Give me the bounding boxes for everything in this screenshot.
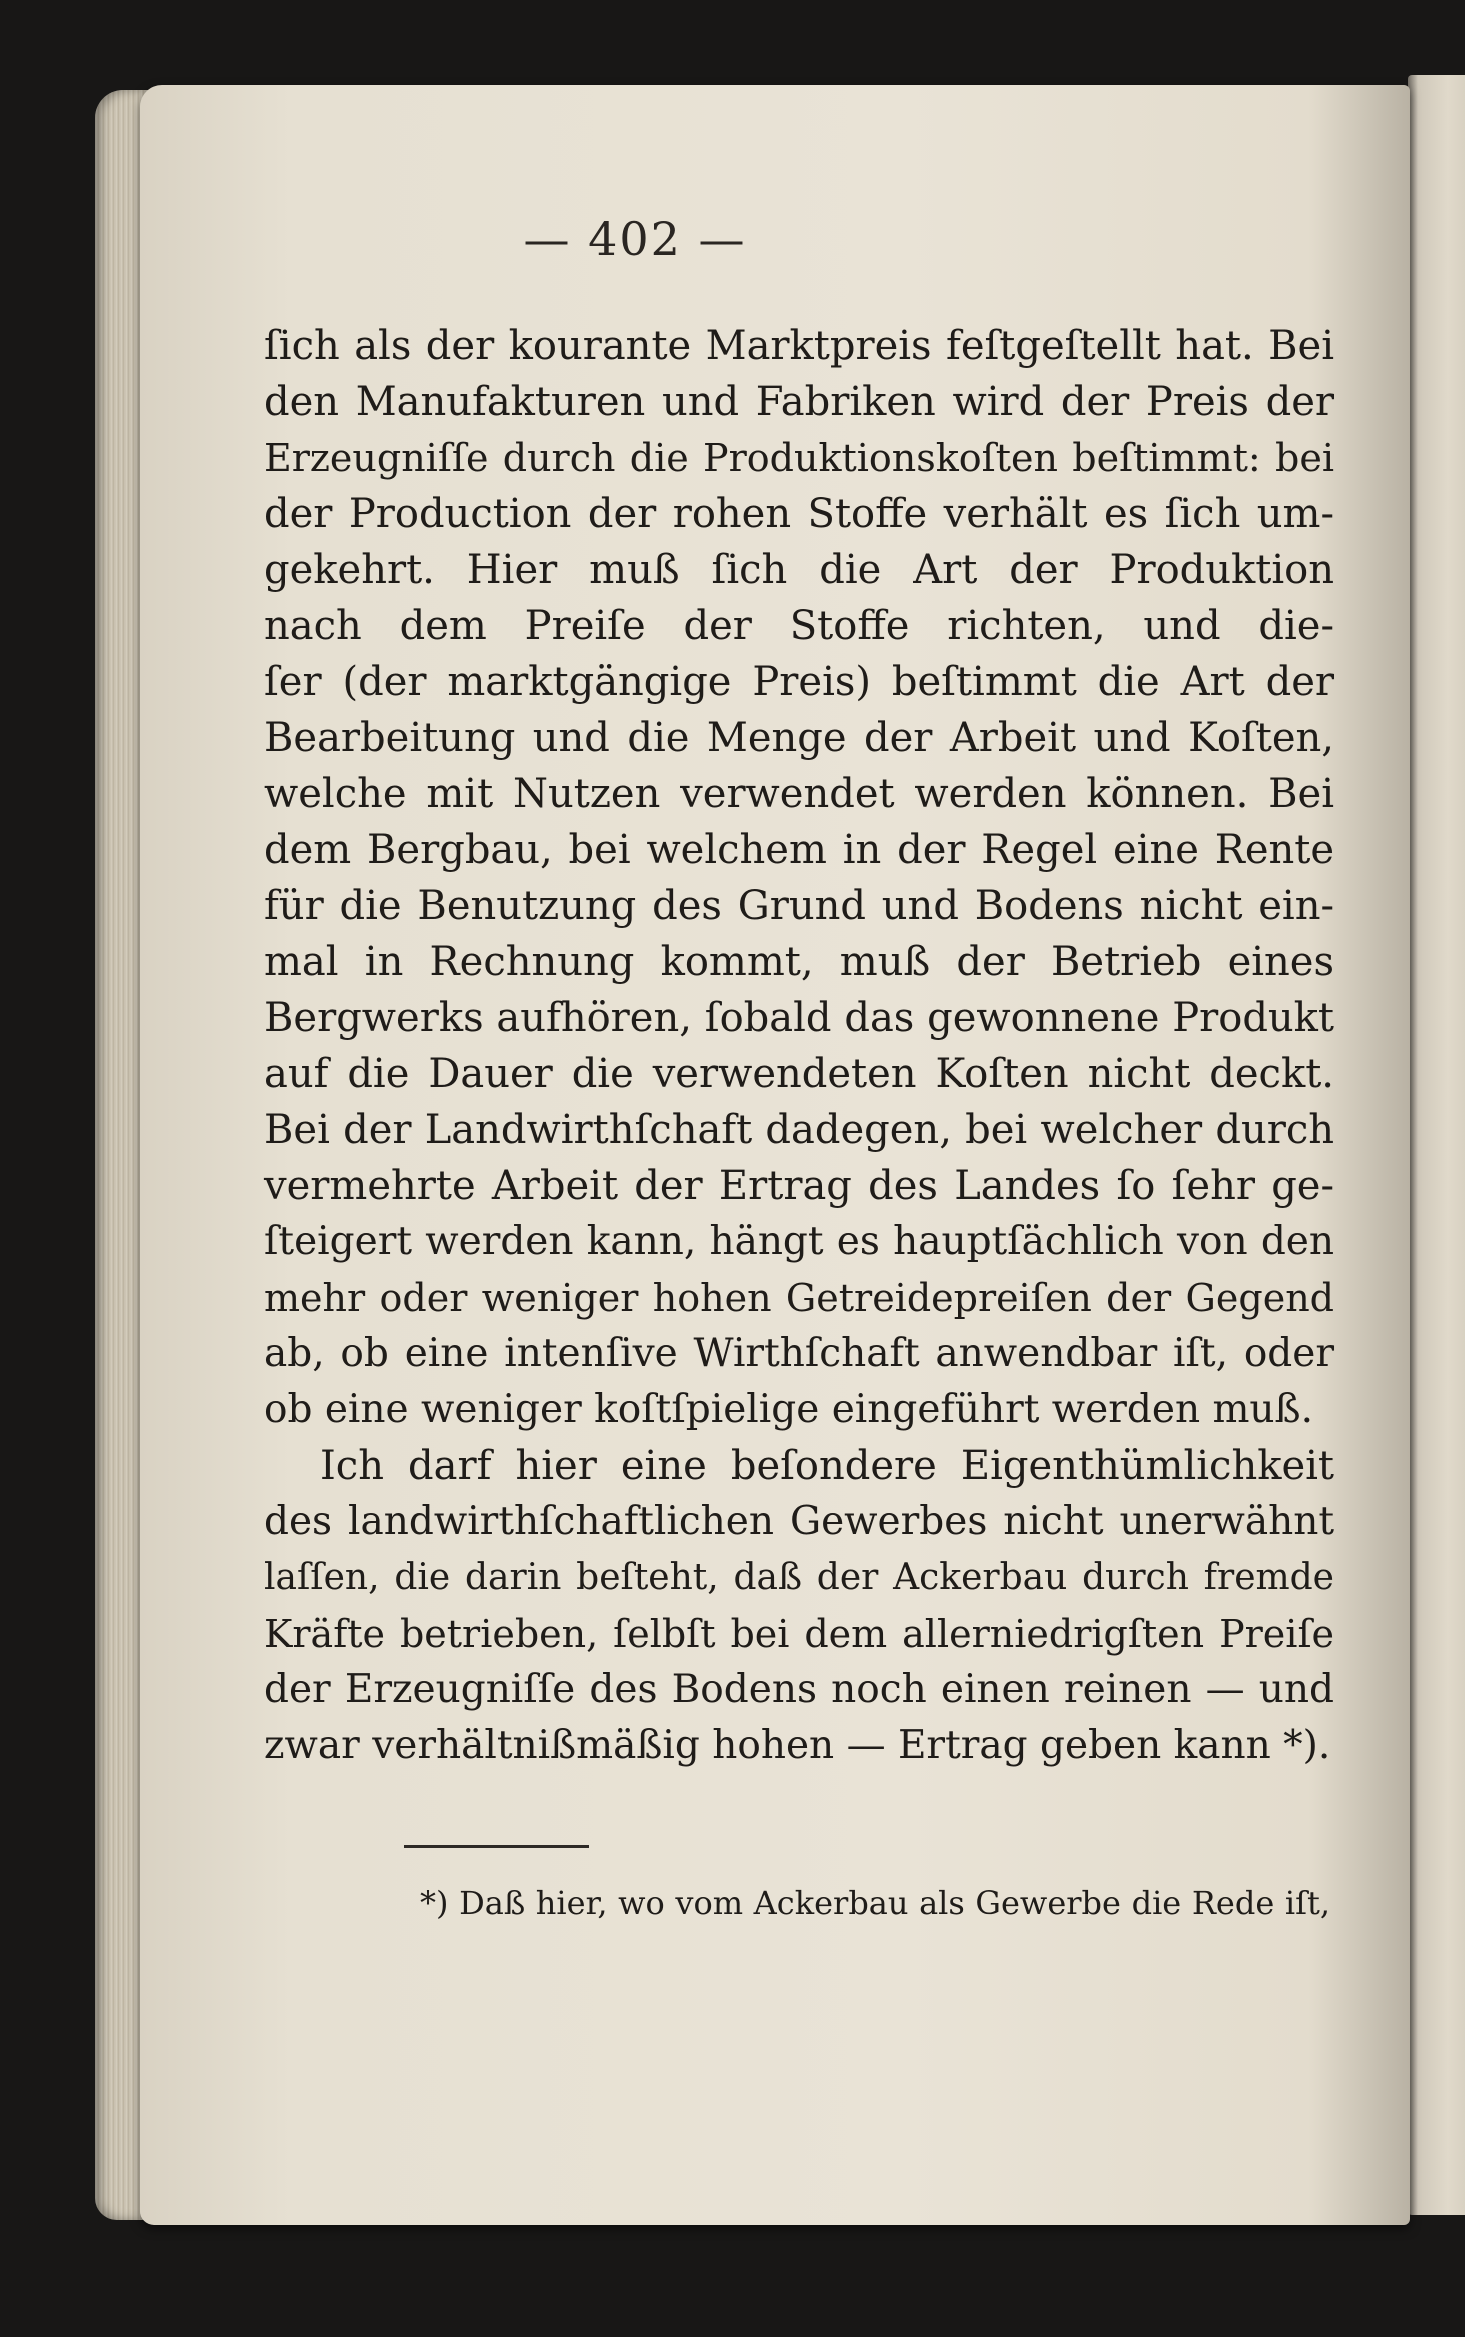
text-line: zwar verhältnißmäßig hohen — Ertrag geben kann *). [264, 1723, 1331, 1768]
text-line: Bergwerks aufhören, ſobald das gewonnene Produkt [264, 995, 1334, 1041]
text-line: nach dem Preiſe der Stoffe richten, und die- [264, 603, 1334, 649]
text-line: welche mit Nutzen verwendet werden können. Bei [264, 771, 1334, 817]
text-line: des landwirthſchaftlichen Gewerbes nicht unerwähnt [264, 1499, 1334, 1544]
page-number: — 402 — [523, 212, 747, 266]
text-line: ob eine weniger koſtſpielige eingeführt werden muß. [264, 1387, 1314, 1432]
text-line: ſich als der kourante Marktpreis feſtgeſtellt hat. Bei [264, 323, 1334, 369]
text-line: ab, ob eine intenſive Wirthſchaft anwendbar iſt, oder [264, 1331, 1334, 1376]
body-text [264, 318, 1334, 1774]
text-line: Ich darf hier eine beſondere Eigenthümlichkeit [320, 1443, 1334, 1489]
text-line: Kräfte betrieben, ſelbſt bei dem allerniedrigſten Preiſe [264, 1612, 1334, 1656]
text-line: ſer (der marktgängige Preis) beſtimmt die Art der [264, 659, 1334, 705]
text-line: Bei der Landwirthſchaft dadegen, bei welcher durch [264, 1107, 1334, 1153]
text-line: dem Bergbau, bei welchem in der Regel eine Rente [264, 827, 1334, 873]
text-line: vermehrte Arbeit der Ertrag des Landes ſo ſehr ge- [264, 1163, 1334, 1209]
text-line: Bearbeitung und die Menge der Arbeit und Koſten, [264, 715, 1334, 761]
text-line: für die Benutzung des Grund und Bodens nicht ein- [264, 883, 1334, 929]
text-line: mal in Rechnung kommt, muß der Betrieb eines [264, 939, 1334, 985]
footnote-rule [404, 1845, 589, 1848]
text-line: ſteigert werden kann, hängt es hauptſächlich von den [264, 1219, 1334, 1264]
text-line: Erzeugniſſe durch die Produktionskoſten beſtimmt: bei [264, 436, 1334, 480]
text-line: gekehrt. Hier muß ſich die Art der Produktion [264, 547, 1334, 593]
text-line: der Erzeugniſſe des Bodens noch einen reinen — und [264, 1667, 1334, 1712]
footnote: *) Daß hier, wo vom Ackerbau als Gewerbe die Rede iſt, [420, 1884, 1330, 1922]
facing-page-edge [1408, 75, 1465, 2215]
text-line: den Manufakturen und Fabriken wird der Preis der [264, 379, 1334, 425]
text-line: laſſen, die darin beſteht, daß der Ackerbau durch fremde [264, 1557, 1334, 1598]
text-line: mehr oder weniger hohen Getreidepreiſen der Gegend [264, 1276, 1334, 1320]
text-line: auf die Dauer die verwendeten Koſten nicht deckt. [264, 1051, 1334, 1097]
text-line: der Production der rohen Stoffe verhält es ſich um- [264, 491, 1334, 537]
